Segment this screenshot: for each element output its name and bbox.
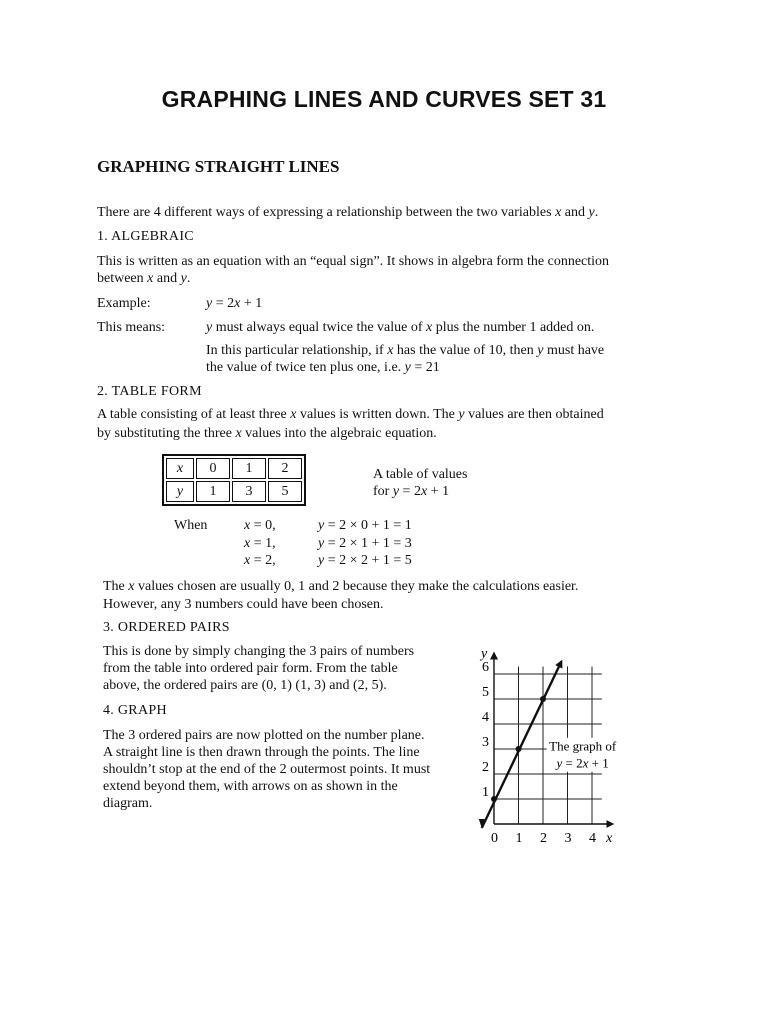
means-label: This means: <box>97 320 166 335</box>
graph-label: 4. GRAPH <box>103 703 167 718</box>
line-graph <box>470 640 650 850</box>
x-tick-label: 4 <box>589 831 596 846</box>
annotation-line1: The graph of <box>549 738 617 754</box>
table-header-x: x <box>166 458 194 479</box>
y-tick-label: 5 <box>482 685 489 700</box>
table-note-line2: However, any 3 numbers could have been chosen. <box>103 597 384 612</box>
algebraic-line2: between x and y. <box>97 271 191 286</box>
table-form-line1: A table consisting of at least three x values is written down. The y values are then obtained <box>97 407 604 422</box>
ordered-pairs-line1: This is done by simply changing the 3 pairs of numbers <box>103 644 415 659</box>
x-tick-label: 1 <box>515 831 523 846</box>
y-tick-label: 6 <box>482 660 489 675</box>
annotation-rest: + 1 <box>588 755 609 771</box>
table-form-line2: by substituting the three x values into the algebraic equation. <box>97 426 437 441</box>
algebraic-label: 1. ALGEBRAIC <box>97 229 194 244</box>
x-tick-label: 0 <box>491 831 498 846</box>
table-cell: 1 <box>232 458 266 479</box>
ordered-pairs-label: 3. ORDERED PAIRS <box>103 620 230 635</box>
calc-x-1: x = 1, <box>244 536 276 551</box>
graph-line3: shouldn’t stop at the end of the 2 outermost points. It must <box>103 762 431 777</box>
ordered-pairs-line2: from the table into ordered pair form. From the table <box>103 661 398 676</box>
annotation-x: x <box>582 755 589 771</box>
calc-y-2: y = 2 × 2 + 1 = 5 <box>318 553 412 568</box>
graph-line1: The 3 ordered pairs are now plotted on the number plane. <box>103 728 425 743</box>
table-caption-line1: A table of values <box>373 467 468 482</box>
table-caption-line2: for y = 2x + 1 <box>373 484 450 499</box>
values-table <box>162 454 306 506</box>
y-tick-label: 4 <box>482 710 489 725</box>
table-note-line1: The x values chosen are usually 0, 1 and 2 because they make the calculations easier. <box>103 579 579 594</box>
calc-x-0: x = 0, <box>244 518 276 533</box>
page-title: GRAPHING LINES AND CURVES SET 31 <box>161 86 607 112</box>
data-point <box>540 696 546 702</box>
annotation-line2 <box>554 756 608 771</box>
relationship-line2: the value of twice ten plus one, i.e. y = 21 <box>206 360 440 375</box>
example-equation: y = 2x + 1 <box>206 296 263 311</box>
calc-y-1: y = 2 × 1 + 1 = 3 <box>318 536 412 551</box>
graph-line2: A straight line is then drawn through the points. The line <box>103 745 420 760</box>
graph-line5: diagram. <box>103 796 153 811</box>
table-cell: 0 <box>196 458 230 479</box>
x-tick-label: 2 <box>540 831 547 846</box>
calc-x-2: x = 2, <box>244 553 276 568</box>
annotation-eq: = 2 <box>562 755 583 771</box>
section-heading: GRAPHING STRAIGHT LINES <box>97 157 340 176</box>
intro-text: There are 4 different ways of expressing a relationship between the two variables x and y. <box>97 205 599 220</box>
example-label: Example: <box>97 296 151 311</box>
y-axis-label: y <box>481 646 488 662</box>
ordered-pairs-line3: above, the ordered pairs are (0, 1) (1, 3) and (2, 5). <box>103 678 387 693</box>
graph-line4: extend beyond them, with arrows on as shown in the <box>103 779 398 794</box>
relationship-line1: In this particular relationship, if x has the value of 10, then y must have <box>206 343 605 358</box>
when-label: When <box>174 518 208 533</box>
x-tick-label: 3 <box>564 831 572 846</box>
data-point <box>491 796 497 802</box>
y-tick-label: 1 <box>482 785 489 800</box>
algebraic-line1: This is written as an equation with an “equal sign”. It shows in algebra form the connection <box>97 254 610 269</box>
table-cell: 2 <box>268 458 302 479</box>
table-row <box>166 458 302 479</box>
table-row <box>166 481 302 502</box>
calc-y-0: y = 2 × 0 + 1 = 1 <box>318 518 412 533</box>
table-header-y: y <box>166 481 194 502</box>
table-cell: 3 <box>232 481 266 502</box>
x-axis-label: x <box>606 831 613 846</box>
y-tick-label: 3 <box>482 735 489 750</box>
means-text: y must always equal twice the value of x plus the number 1 added on. <box>206 320 595 335</box>
y-tick-label: 2 <box>482 760 489 775</box>
table-form-label: 2. TABLE FORM <box>97 384 202 399</box>
table-cell: 5 <box>268 481 302 502</box>
data-point <box>516 746 522 752</box>
table-cell: 1 <box>196 481 230 502</box>
annotation-y: y <box>556 755 563 771</box>
